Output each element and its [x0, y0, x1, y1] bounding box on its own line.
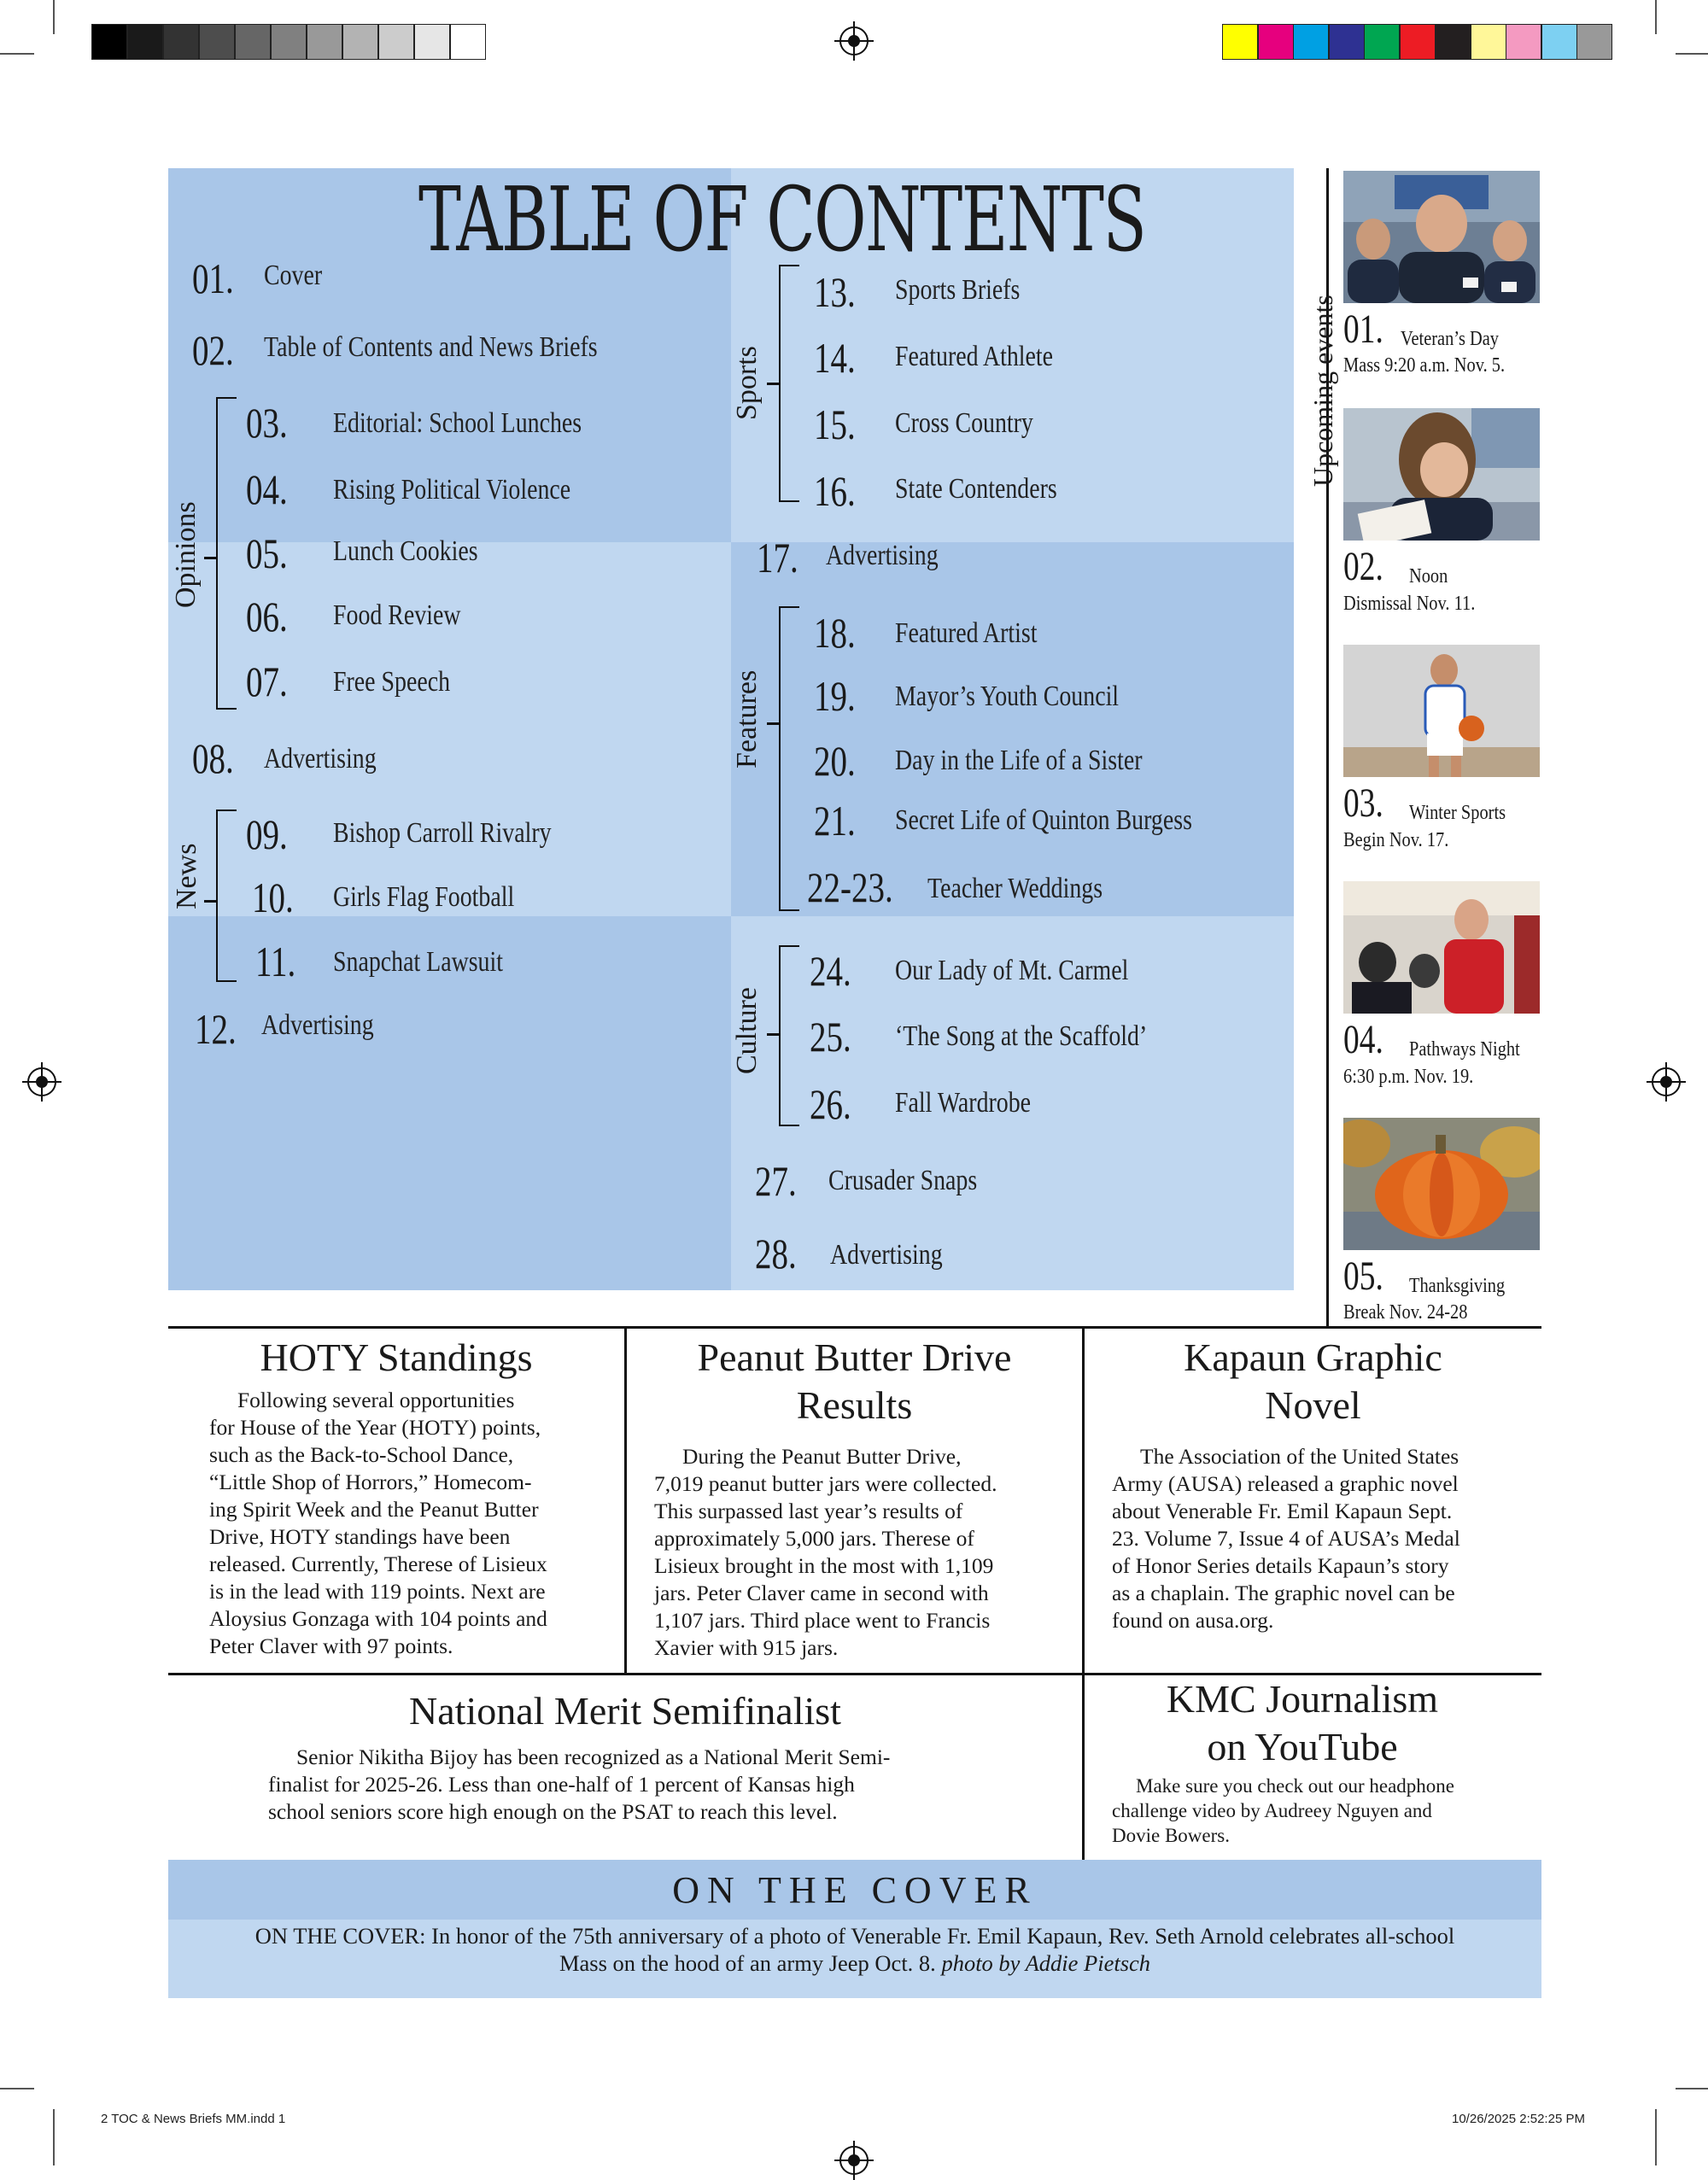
- toc-label: Advertising: [830, 1239, 943, 1271]
- toc-number: 22-23.: [807, 863, 893, 911]
- toc-label: Teacher Weddings: [927, 873, 1103, 904]
- event-number: 02.: [1343, 544, 1383, 589]
- toc-number: 17.: [757, 534, 798, 582]
- toc-number: 13.: [814, 268, 856, 316]
- registration-mark: [27, 1067, 56, 1096]
- color-swatch: [1506, 24, 1541, 60]
- registration-mark: [839, 26, 869, 56]
- toc-number: 28.: [755, 1230, 797, 1277]
- gray-swatch: [450, 24, 486, 60]
- gray-swatch: [414, 24, 450, 60]
- event-number: 04.: [1343, 1017, 1383, 1062]
- color-swatch: [1435, 24, 1471, 60]
- event-title: Pathways Night: [1409, 1038, 1520, 1061]
- toc-label: State Contenders: [895, 473, 1057, 505]
- brief-body: Senior Nikitha Bijoy has been recognized as a National Merit Semi- finalist for 2025-26. Less than one-half of 1 percent of Kansas high school seniors score high enough on the PSAT to reach this level.: [268, 1745, 891, 1824]
- gray-swatch: [91, 24, 127, 60]
- registration-mark: [1652, 1067, 1681, 1096]
- slug-timestamp: 10/26/2025 2:52:25 PM: [1452, 2112, 1585, 2126]
- toc-number: 05.: [246, 529, 288, 577]
- toc-label: Cross Country: [895, 407, 1033, 439]
- brief-title: Peanut Butter Drive Results: [697, 1335, 1012, 1427]
- toc-label: ‘The Song at the Scaffold’: [895, 1020, 1148, 1052]
- photo-credit: photo by Addie Pietsch: [941, 1950, 1151, 1976]
- toc-number: 03.: [246, 399, 288, 447]
- event-detail: Begin Nov. 17.: [1343, 829, 1449, 851]
- toc-number: 24.: [810, 947, 851, 995]
- event-photo-thanksgiving: [1343, 1118, 1540, 1250]
- toc-number: 08.: [192, 734, 234, 782]
- color-swatch: [1222, 24, 1258, 60]
- toc-number: 15.: [814, 400, 856, 448]
- color-swatch: [1400, 24, 1436, 60]
- toc-label: Mayor’s Youth Council: [895, 681, 1120, 712]
- toc-label: Featured Athlete: [895, 341, 1054, 372]
- event-title: Thanksgiving: [1409, 1275, 1506, 1297]
- brief-body: Make sure you check out our headphone challenge video by Audreey Nguyen and Dovie Bowers.: [1112, 1775, 1454, 1846]
- section-culture: Culture: [731, 987, 763, 1074]
- toc-number: 21.: [814, 797, 856, 845]
- toc-label: Editorial: School Lunches: [333, 407, 582, 439]
- toc-label: Food Review: [333, 599, 461, 631]
- toc-label: Our Lady of Mt. Carmel: [895, 955, 1129, 986]
- color-swatch: [1471, 24, 1506, 60]
- toc-label: Crusader Snaps: [828, 1165, 978, 1196]
- event-detail: 6:30 p.m. Nov. 19.: [1343, 1066, 1474, 1088]
- event-title: Veteran’s Day: [1401, 328, 1499, 350]
- brief-title: National Merit Semifinalist: [409, 1689, 841, 1733]
- toc-number: 16.: [814, 467, 856, 515]
- event-photo-pathways-night: [1343, 881, 1540, 1014]
- color-swatch: [1329, 24, 1365, 60]
- toc-number: 19.: [814, 672, 856, 720]
- cover-caption: ON THE COVER: In honor of the 75th anniversary of a photo of Venerable Fr. Emil Kapaun, Rev. Seth Arnold celebrates all-school Mass on the hood of an army Jeep Oct. 8. photo by Addie Pietsch: [168, 1920, 1541, 1998]
- toc-number: 11.: [255, 938, 296, 985]
- gray-swatch: [127, 24, 163, 60]
- toc-label: Day in the Life of a Sister: [895, 745, 1143, 776]
- event-photo-veterans-day: [1343, 171, 1540, 303]
- toc-number: 07.: [246, 658, 288, 705]
- event-detail: Mass 9:20 a.m. Nov. 5.: [1343, 354, 1506, 377]
- section-opinions: Opinions: [170, 501, 202, 608]
- gray-swatch: [307, 24, 342, 60]
- brief-body: During the Peanut Butter Drive, 7,019 peanut butter jars were collected. This surpassed last year’s results of approximately 5,000 jars. Therese of Lisieux brought in the most with 1,109 jars. Peter Claver came in second with 1,107 jars. Third place went to Francis Xavier with 915 jars.: [654, 1444, 997, 1660]
- toc-label: Table of Contents and News Briefs: [264, 331, 598, 363]
- toc-label: Advertising: [826, 540, 939, 571]
- brief-title: KMC Journalism on YouTube: [1166, 1677, 1439, 1768]
- toc-label: Advertising: [261, 1009, 374, 1041]
- brief-title: HOTY Standings: [260, 1335, 533, 1379]
- brief-title: Kapaun Graphic Novel: [1184, 1335, 1442, 1427]
- gray-swatch: [378, 24, 414, 60]
- toc-number: 04.: [246, 465, 288, 513]
- color-swatch: [1541, 24, 1577, 60]
- toc-number: 02.: [192, 326, 234, 374]
- color-swatch: [1293, 24, 1329, 60]
- toc-number: 20.: [814, 737, 856, 785]
- gray-swatch: [271, 24, 307, 60]
- toc-label: Bishop Carroll Rivalry: [333, 817, 552, 849]
- event-detail: Break Nov. 24-28: [1343, 1301, 1468, 1324]
- toc-label: Lunch Cookies: [333, 535, 478, 567]
- toc-label: Snapchat Lawsuit: [333, 946, 503, 978]
- cover-heading: ON THE COVER: [168, 1860, 1541, 1920]
- toc-label: Sports Briefs: [895, 274, 1021, 306]
- toc-number: 25.: [810, 1013, 851, 1061]
- event-photo-winter-sports: [1343, 645, 1540, 777]
- color-swatch: [1576, 24, 1612, 60]
- toc-label: Featured Artist: [895, 617, 1038, 649]
- brief-body: The Association of the United States Army (AUSA) released a graphic novel about Venerable Fr. Emil Kapaun Sept. 23. Volume 7, Issue 4 of AUSA’s Medal of Honor Series details Kapaun’s story as a chaplain. The graphic novel can be found on ausa.org.: [1112, 1444, 1460, 1633]
- brief-body: Following several opportunities for House of the Year (HOTY) points, such as the Back-to-School Dance, “Little Shop of Horrors,” Homecom- ing Spirit Week and the Peanut Butter Drive, HOTY standings have been released. Currently, Therese of Lisieux is in the lead with 119 points. Next are Aloysius Gonzaga with 104 points and Peter Claver with 97 points.: [209, 1388, 547, 1658]
- event-number: 01.: [1343, 307, 1383, 352]
- toc-label: Fall Wardrobe: [895, 1087, 1032, 1119]
- toc-number: 01.: [192, 254, 234, 302]
- toc-number: 06.: [246, 593, 288, 640]
- registration-mark: [839, 2146, 869, 2175]
- toc-number: 09.: [246, 810, 288, 858]
- section-sports: Sports: [731, 346, 763, 420]
- event-title: Noon: [1409, 565, 1448, 587]
- gray-swatch: [163, 24, 199, 60]
- event-number: 05.: [1343, 1254, 1383, 1299]
- slug-filename: 2 TOC & News Briefs MM.indd 1: [101, 2112, 286, 2126]
- gray-swatch: [342, 24, 378, 60]
- toc-number: 14.: [814, 334, 856, 382]
- gray-swatch: [199, 24, 235, 60]
- toc-label: Advertising: [264, 743, 377, 774]
- toc-title: TABLE OF CONTENTS: [418, 167, 1146, 272]
- toc-number: 27.: [755, 1157, 797, 1205]
- color-swatch: [1364, 24, 1400, 60]
- toc-number: 12.: [195, 1005, 237, 1053]
- toc-label: Cover: [264, 260, 323, 291]
- event-number: 03.: [1343, 780, 1383, 826]
- events-heading: Upcoming events: [1307, 295, 1338, 487]
- toc-label: Secret Life of Quinton Burgess: [895, 804, 1192, 836]
- event-detail: Dismissal Nov. 11.: [1343, 593, 1476, 615]
- section-features: Features: [731, 669, 763, 769]
- toc-label: Free Speech: [333, 666, 451, 698]
- toc-number: 26.: [810, 1080, 851, 1128]
- toc-number: 18.: [814, 609, 856, 657]
- color-swatch: [1258, 24, 1294, 60]
- toc-label: Rising Political Violence: [333, 474, 571, 506]
- gray-swatch: [235, 24, 271, 60]
- section-news: News: [171, 843, 202, 909]
- toc-number: 10.: [252, 874, 294, 921]
- event-photo-noon-dismissal: [1343, 408, 1540, 541]
- toc-label: Girls Flag Football: [333, 881, 515, 913]
- event-title: Winter Sports: [1409, 802, 1506, 824]
